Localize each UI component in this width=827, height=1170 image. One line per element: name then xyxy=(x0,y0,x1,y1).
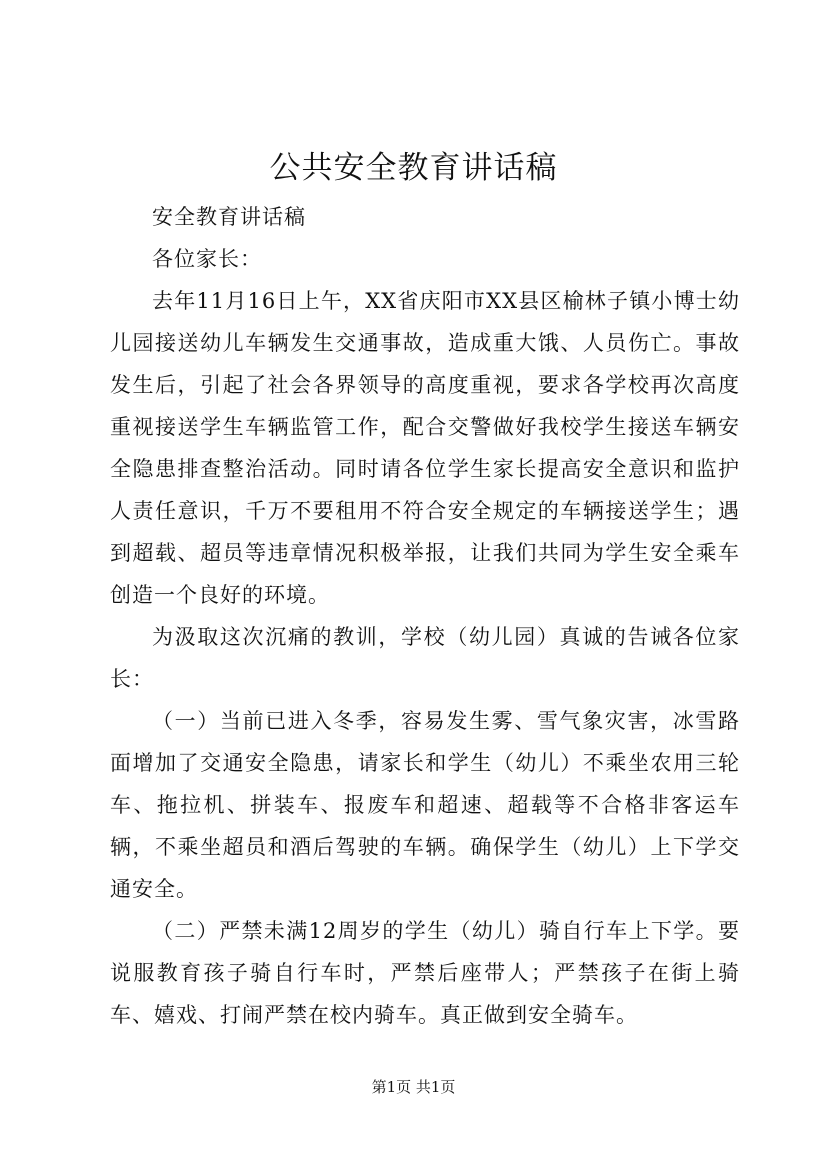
subtitle-paragraph: 安全教育讲话稿 xyxy=(152,205,306,229)
body-paragraph: （一）当前已进入冬季，容易发生雾、雪气象灾害，冰雪路面增加了交通安全隐患，请家长和学生（幼儿）不乘坐农用三轮车、拖拉机、拼装车、报废车和超速、超载等不合格非客运车辆，不乘坐超员和酒后驾驶的车辆。确保学生（幼儿）上下学交通安全。 xyxy=(110,709,740,901)
body-paragraph: （二）严禁未满12周岁的学生（幼儿）骑自行车上下学。要说服教育孩子骑自行车时，严禁后座带人；严禁孩子在街上骑车、嬉戏、打闹严禁在校内骑车。真正做到安全骑车。 xyxy=(110,919,740,1027)
document-title: 公共安全教育讲话稿 xyxy=(269,150,558,186)
document-body xyxy=(110,196,740,1036)
page-number: 第1页 共1页 xyxy=(371,1078,456,1096)
salutation-paragraph: 各位家长： xyxy=(152,247,262,271)
body-paragraph: 为汲取这次沉痛的教训，学校（幼儿园）真诚的告诫各位家长： xyxy=(110,625,740,691)
body-paragraph: 去年11月16日上午，XX省庆阳市XX县区榆林子镇小博士幼儿园接送幼儿车辆发生交通事故，造成重大饿、人员伤亡。事故发生后，引起了社会各界领导的高度重视，要求各学校再次高度重视接送学生车辆监管工作，配合交警做好我校学生接送车辆安全隐患排查整治活动。同时请各位学生家长提高安全意识和监护人责任意识，千万不要租用不符合安全规定的车辆接送学生；遇到超载、超员等违章情况积极举报，让我们共同为学生安全乘车创造一个良好的环境。 xyxy=(110,289,740,607)
